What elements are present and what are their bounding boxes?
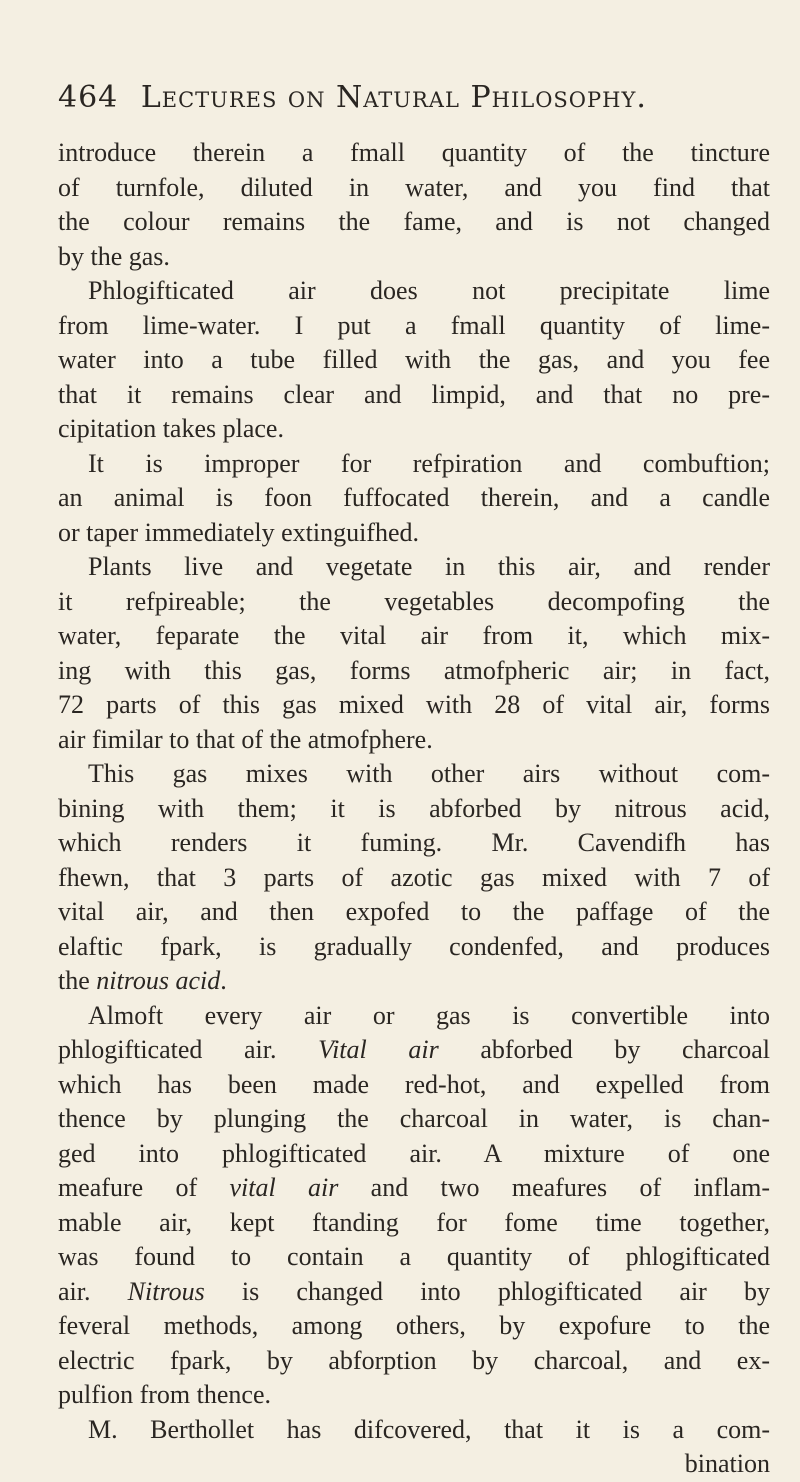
text-line: was found to contain a quantity of phlogifticated bbox=[58, 1242, 770, 1271]
text-line: Plants live and vegetate in this air, and render bbox=[88, 552, 770, 581]
text-line: water, feparate the vital air from it, which mix- bbox=[58, 621, 770, 650]
text-line: the nitrous acid. bbox=[58, 966, 227, 995]
text-line: that it remains clear and limpid, and that no pre- bbox=[58, 379, 770, 409]
text-line: M. Berthollet has difcovered, that it is a com- bbox=[88, 1414, 770, 1444]
text-line: from lime-water. I put a fmall quantity of lime- bbox=[58, 310, 770, 340]
text-line: This gas mixes with other airs without com- bbox=[88, 759, 770, 788]
text-line: an animal is foon fuffocated therein, and a candle bbox=[58, 483, 770, 512]
text-line: it refpireable; the vegetables decompofing the bbox=[58, 586, 770, 616]
text-line: or taper immediately extinguifhed. bbox=[58, 517, 419, 547]
text-line: ing with this gas, forms atmofpheric air; in fact, bbox=[58, 655, 770, 685]
text-line: bining with them; it is abforbed by nitrous acid, bbox=[58, 793, 770, 823]
page-number: 464 bbox=[58, 80, 119, 115]
text-line: Phlogifticated air does not precipitate lime bbox=[88, 276, 770, 305]
text-line: which has been made red-hot, and expelled from bbox=[58, 1069, 770, 1099]
text-line: mable air, kept ftanding for fome time together, bbox=[58, 1207, 770, 1237]
text-line: fhewn, that 3 parts of azotic gas mixed with 7 of bbox=[58, 862, 770, 892]
text-line: the colour remains the fame, and is not changed bbox=[58, 207, 770, 236]
text-line: thence by plunging the charcoal in water, is chan- bbox=[58, 1104, 770, 1133]
catchword-line: bination bbox=[684, 1449, 770, 1478]
text-line: Almoft every air or gas is convertible into bbox=[88, 1000, 770, 1030]
page-header bbox=[58, 80, 758, 116]
text-line: 72 parts of this gas mixed with 28 of vital air, forms bbox=[58, 690, 770, 719]
text-line: ged into phlogifticated air. A mixture of one bbox=[58, 1138, 770, 1168]
text-line: vital air, and then expofed to the paffage of the bbox=[58, 897, 770, 926]
text-line: of turnfole, diluted in water, and you find that bbox=[58, 172, 770, 202]
text-line: phlogifticated air. Vital air abforbed by charcoal bbox=[58, 1035, 771, 1064]
text-line: elaftic fpark, is gradually condenfed, and produces bbox=[58, 931, 770, 961]
text-line: water into a tube filled with the gas, and you fee bbox=[58, 345, 770, 374]
text-line: feveral methods, among others, by expofure to the bbox=[58, 1311, 770, 1340]
text-line: electric fpark, by abforption by charcoal, and ex- bbox=[58, 1345, 770, 1375]
body-text bbox=[58, 136, 770, 1482]
text-line: which renders it fuming. Mr. Cavendifh has bbox=[58, 828, 770, 857]
running-title: Lectures on Natural Philosophy. bbox=[140, 80, 647, 115]
text-line: introduce therein a fmall quantity of the tincture bbox=[58, 138, 770, 167]
text-line: air fimilar to that of the atmofphere. bbox=[58, 724, 433, 754]
text-line: pulfion from thence. bbox=[58, 1380, 271, 1409]
text-line: by the gas. bbox=[58, 241, 170, 271]
text-line: cipitation takes place. bbox=[58, 414, 284, 443]
text-line: It is improper for refpiration and combuftion; bbox=[88, 448, 770, 478]
text-line: meafure of vital air and two meafures of inflam- bbox=[58, 1173, 770, 1202]
text-line: air. Nitrous is changed into phlogifticated air by bbox=[58, 1276, 770, 1306]
